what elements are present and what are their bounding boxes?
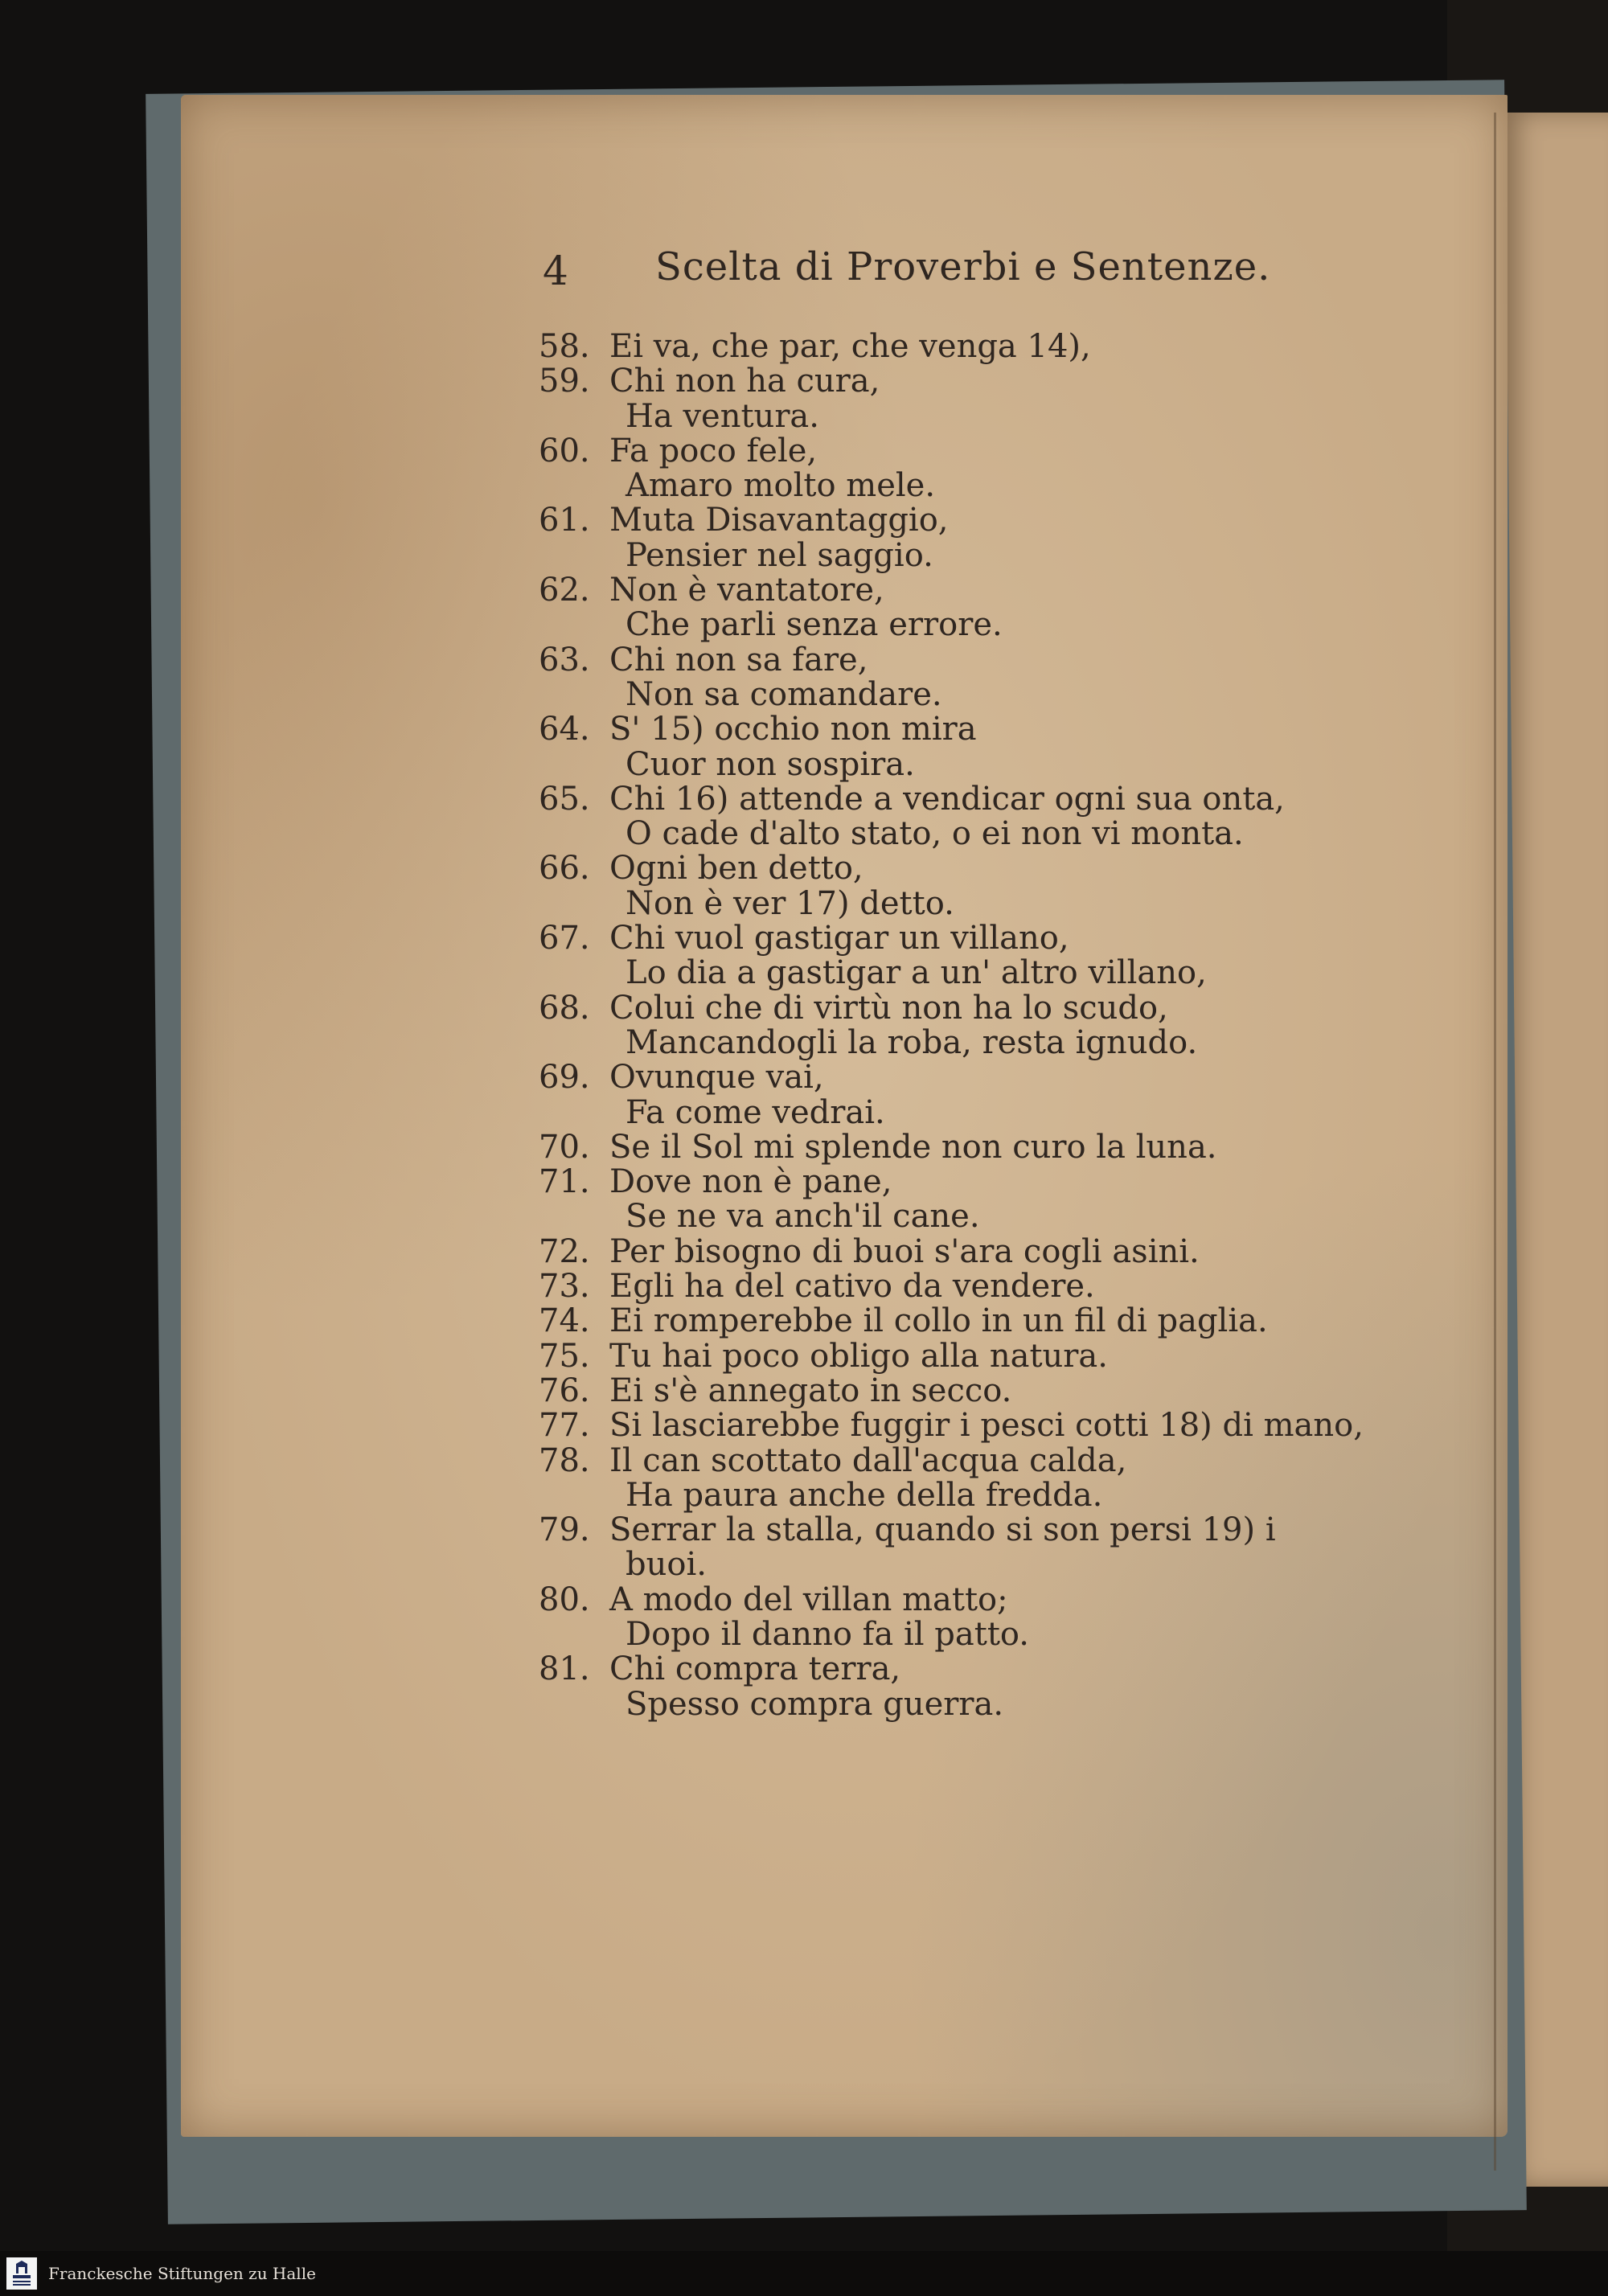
proverb-first-line — [539, 1652, 1391, 1687]
proverb-text: Chi compra terra, — [609, 1650, 901, 1688]
proverb-text: Serrar la stalla, quando si son persi 19) i — [609, 1511, 1276, 1549]
proverb-text: Ovunque vai, — [609, 1059, 824, 1097]
proverb-text: Tu hai poco obligo alla natura. — [609, 1337, 1108, 1375]
proverb-first-line — [539, 1583, 1391, 1617]
proverb-continuation-line — [539, 1687, 1391, 1722]
proverb-continuation-line — [539, 1093, 1391, 1131]
proverb-item — [539, 1060, 1391, 1130]
proverb-number: 67. — [539, 920, 590, 957]
proverb-first-line — [539, 1408, 1391, 1443]
proverb-number: 59. — [539, 363, 590, 400]
proverb-text: Muta Disavantaggio, — [609, 502, 949, 539]
proverb-item — [539, 573, 1391, 643]
proverb-first-line — [539, 503, 1391, 538]
proverb-number: 71. — [539, 1163, 590, 1201]
proverb-text: Ei s'è annegato in secco. — [609, 1371, 1012, 1409]
proverb-text: Cuor non sospira. — [626, 745, 915, 783]
proverb-text: Non è ver 17) detto. — [626, 884, 954, 922]
proverb-text: Il can scottato dall'acqua calda, — [609, 1441, 1127, 1479]
proverb-text: Pensier nel saggio. — [626, 536, 933, 574]
proverb-number: 78. — [539, 1441, 590, 1479]
proverb-item — [539, 364, 1391, 434]
proverb-first-line — [539, 1513, 1391, 1548]
proverb-text: Chi vuol gastigar un villano, — [609, 920, 1069, 957]
proverb-item — [539, 1232, 1391, 1270]
proverb-number: 65. — [539, 780, 590, 818]
proverb-number: 64. — [539, 711, 590, 748]
proverb-item — [539, 643, 1391, 713]
proverb-item — [539, 1269, 1391, 1304]
proverb-first-line — [539, 1304, 1391, 1339]
proverb-item — [539, 1371, 1391, 1409]
proverb-first-line — [539, 1165, 1391, 1199]
proverb-continuation-line — [539, 469, 1391, 503]
proverb-text: Chi non sa fare, — [609, 641, 868, 679]
proverb-item — [539, 851, 1391, 921]
proverb-item — [539, 921, 1391, 991]
proverb-number: 68. — [539, 989, 590, 1027]
proverb-number: 76. — [539, 1371, 590, 1409]
proverb-number: 77. — [539, 1407, 590, 1445]
running-title: Scelta di Proverbi e Sentenze. — [655, 244, 1271, 289]
proverb-first-line — [539, 1441, 1391, 1479]
proverb-text: A modo del villan matto; — [609, 1581, 1008, 1618]
proverb-item — [539, 991, 1391, 1061]
proverb-continuation-line — [539, 745, 1391, 783]
institution-name: Franckesche Stiftungen zu Halle — [48, 2264, 316, 2283]
proverb-number: 70. — [539, 1128, 590, 1166]
proverb-item — [539, 1408, 1391, 1443]
proverb-item — [539, 1165, 1391, 1235]
proverb-continuation-line — [539, 1548, 1391, 1582]
proverb-first-line — [539, 643, 1391, 678]
proverb-number: 58. — [539, 328, 590, 365]
proverb-number: 80. — [539, 1581, 590, 1618]
proverb-text: S' 15) occhio non mira — [609, 711, 977, 748]
proverb-first-line — [539, 1130, 1391, 1165]
proverb-item — [539, 1339, 1391, 1374]
proverb-number: 63. — [539, 641, 590, 679]
page-fold — [1494, 113, 1496, 2171]
proverb-text: Ha ventura. — [626, 397, 819, 435]
proverb-continuation-line — [539, 536, 1391, 574]
proverb-continuation-line — [539, 1023, 1391, 1061]
proverb-text: Ogni ben detto, — [609, 850, 863, 888]
proverb-number: 81. — [539, 1650, 590, 1688]
proverb-item — [539, 782, 1391, 852]
proverb-item — [539, 1583, 1391, 1653]
proverb-number: 66. — [539, 850, 590, 888]
proverb-continuation-line — [539, 397, 1391, 435]
proverb-number: 69. — [539, 1059, 590, 1097]
proverb-number: 62. — [539, 572, 590, 609]
proverb-item — [539, 434, 1391, 504]
proverb-item — [539, 1652, 1391, 1722]
proverb-number: 75. — [539, 1337, 590, 1375]
proverb-list — [539, 330, 1391, 1722]
proverb-number: 79. — [539, 1511, 590, 1549]
footer-bar — [0, 2251, 1608, 2296]
proverb-text: Amaro molto mele. — [626, 467, 936, 505]
proverb-first-line — [539, 434, 1391, 469]
proverb-continuation-line — [539, 956, 1391, 990]
proverb-first-line — [539, 1339, 1391, 1374]
proverb-text: Spesso compra guerra. — [626, 1685, 1004, 1723]
proverb-first-line — [539, 330, 1391, 364]
proverb-text: Chi 16) attende a vendicar ogni sua onta, — [609, 780, 1285, 818]
proverb-first-line — [539, 921, 1391, 956]
proverb-number: 61. — [539, 502, 590, 539]
proverb-item — [539, 712, 1391, 782]
proverb-first-line — [539, 712, 1391, 747]
proverb-text: Dove non è pane, — [609, 1163, 892, 1201]
proverb-first-line — [539, 1371, 1391, 1409]
proverb-text: Colui che di virtù non ha lo scudo, — [609, 989, 1168, 1027]
proverb-text: buoi. — [626, 1546, 707, 1584]
proverb-text: Non è vantatore, — [609, 572, 884, 609]
franckesche-stiftungen-logo-icon — [6, 2257, 37, 2290]
page-header — [543, 241, 1271, 305]
proverb-item — [539, 1441, 1391, 1514]
proverb-continuation-line — [539, 884, 1391, 922]
proverb-text: Ei va, che par, che venga 14), — [609, 328, 1091, 365]
proverb-first-line — [539, 991, 1391, 1026]
proverb-text: Che parli senza errore. — [626, 606, 1003, 644]
proverb-text: Fa poco fele, — [609, 432, 818, 469]
page-number: 4 — [543, 248, 568, 294]
proverb-text: Lo dia a gastigar a un' altro villano, — [626, 954, 1207, 992]
proverb-text: Ha paura anche della fredda. — [626, 1476, 1103, 1514]
proverb-item — [539, 1130, 1391, 1165]
proverb-first-line — [539, 1060, 1391, 1095]
proverb-text: Egli ha del cativo da vendere. — [609, 1268, 1095, 1306]
proverb-text: Mancandogli la roba, resta ignudo. — [626, 1023, 1198, 1061]
proverb-continuation-line — [539, 1617, 1391, 1652]
proverb-text: Fa come vedrai. — [626, 1093, 885, 1131]
proverb-first-line — [539, 1269, 1391, 1304]
proverb-number: 73. — [539, 1268, 590, 1306]
proverb-item — [539, 503, 1391, 573]
proverb-item — [539, 1304, 1391, 1339]
proverb-continuation-line — [539, 1199, 1391, 1234]
proverb-text: Chi non ha cura, — [609, 363, 880, 400]
proverb-number: 74. — [539, 1302, 590, 1340]
proverb-first-line — [539, 364, 1391, 399]
proverb-text: Se ne va anch'il cane. — [626, 1198, 980, 1236]
proverb-first-line — [539, 1232, 1391, 1270]
proverb-item — [539, 330, 1391, 364]
proverb-continuation-line — [539, 817, 1391, 851]
proverb-text: O cade d'alto stato, o ei non vi monta. — [626, 815, 1244, 853]
proverb-number: 60. — [539, 432, 590, 469]
proverb-text: Ei romperebbe il collo in un fil di paglia. — [609, 1302, 1268, 1340]
proverb-item — [539, 1513, 1391, 1583]
proverb-continuation-line — [539, 608, 1391, 642]
proverb-continuation-line — [539, 1478, 1391, 1513]
proverb-first-line — [539, 782, 1391, 817]
proverb-text: Per bisogno di buoi s'ara cogli asini. — [609, 1232, 1200, 1270]
proverb-first-line — [539, 851, 1391, 886]
proverb-text: Si lasciarebbe fuggir i pesci cotti 18) di mano, — [609, 1407, 1364, 1445]
proverb-text: Non sa comandare. — [626, 675, 942, 713]
proverb-continuation-line — [539, 675, 1391, 713]
proverb-text: Dopo il danno fa il patto. — [626, 1615, 1029, 1653]
proverb-number: 72. — [539, 1232, 590, 1270]
proverb-first-line — [539, 573, 1391, 608]
proverb-text: Se il Sol mi splende non curo la luna. — [609, 1128, 1217, 1166]
